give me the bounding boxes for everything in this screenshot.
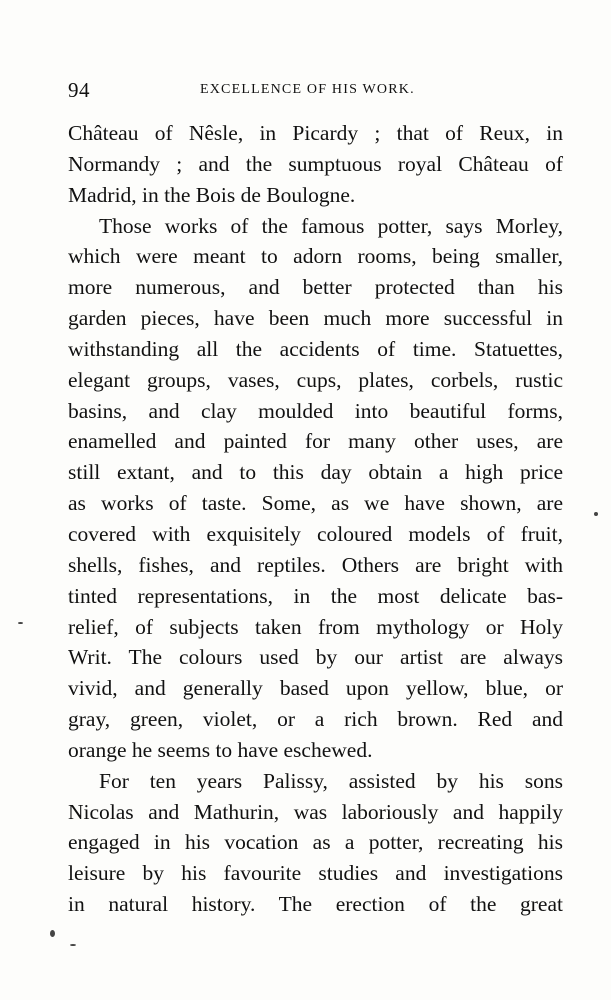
text-line: enamelled and painted for many other uses, are	[68, 429, 563, 454]
text-line: Château of Nêsle, in Picardy ; that of Reux, in	[68, 121, 563, 145]
text-line: Writ. The colours used by our artist are always	[68, 645, 563, 670]
text-line: still extant, and to this day obtain a high price	[68, 460, 563, 485]
text-line: Normandy ; and the sumptuous royal Château of	[68, 151, 563, 176]
ink-speck	[50, 930, 55, 937]
text-line: in natural history. The erection of the great	[68, 892, 563, 917]
text-line: garden pieces, have been much more successful in	[68, 306, 563, 331]
text-line: basins, and clay moulded into beautiful forms,	[68, 398, 563, 423]
text-line: gray, green, violet, or a rich brown. Red and	[68, 707, 563, 732]
text-line: covered with exquisitely coloured models of fruit,	[68, 521, 563, 546]
text-line: Madrid, in the Bois de Boulogne.	[68, 182, 356, 207]
text-line: orange he seems to have eschewed.	[68, 737, 373, 762]
text-line: leisure by his favourite studies and investigations	[68, 861, 563, 886]
ink-speck	[70, 944, 76, 946]
text-line: more numerous, and better protected than his	[68, 275, 563, 300]
text-line: withstanding all the accidents of time. Statuettes,	[68, 336, 563, 361]
text-line: tinted representations, in the most delicate bas-	[68, 583, 563, 608]
text-line: Nicolas and Mathurin, was laboriously and happily	[68, 799, 563, 824]
page-header	[68, 78, 563, 106]
page-body	[68, 118, 563, 920]
text-line: Those works of the famous potter, says Morley,	[99, 213, 563, 238]
text-line: as works of taste. Some, as we have shown, are	[68, 491, 563, 516]
text-line: For ten years Palissy, assisted by his sons	[99, 768, 563, 793]
ink-speck	[594, 512, 598, 516]
text-line: elegant groups, vases, cups, plates, corbels, rustic	[68, 367, 563, 392]
text-line: shells, fishes, and reptiles. Others are bright with	[68, 552, 563, 577]
text-line: engaged in his vocation as a potter, recreating his	[68, 830, 563, 855]
page-number: 94	[68, 78, 90, 102]
text-line: which were meant to adorn rooms, being smaller,	[68, 244, 563, 269]
ink-speck	[18, 622, 23, 624]
text-line: vivid, and generally based upon yellow, blue, or	[68, 676, 563, 701]
text-line: relief, of subjects taken from mythology or Holy	[68, 614, 563, 639]
running-head: EXCELLENCE OF HIS WORK.	[200, 82, 415, 97]
